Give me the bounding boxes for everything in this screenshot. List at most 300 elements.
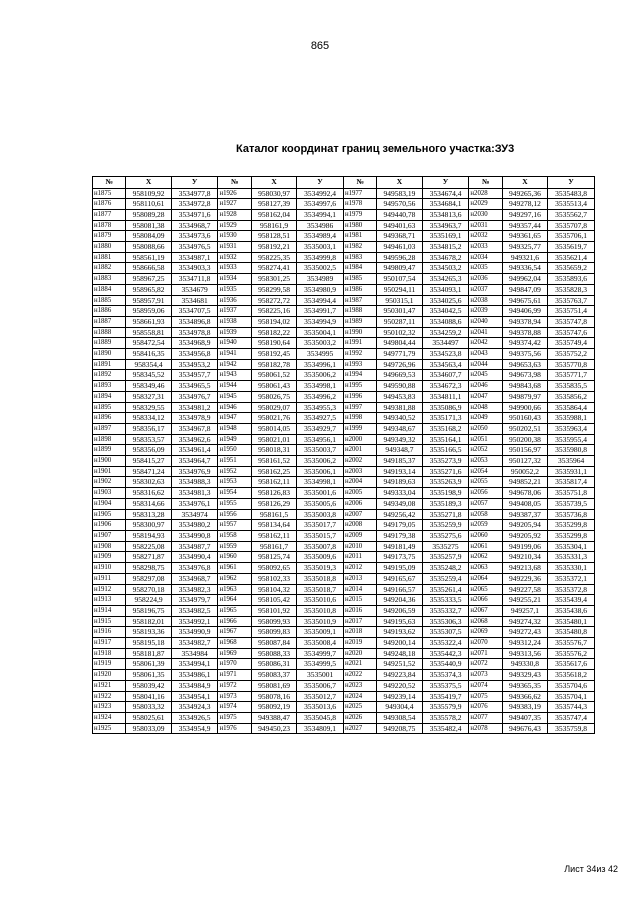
table-row [93,199,595,210]
y-coord-cell: 3534982,7 [171,638,218,649]
x-coord-cell: 949321,6 [502,252,547,263]
y-coord-cell: 3534672,3 [422,381,469,392]
point-id-cell: н2072 [469,659,502,670]
x-coord-cell: 949349,32 [377,434,422,445]
x-coord-cell: 958349,46 [126,381,171,392]
y-coord-cell: 3535372,8 [548,584,595,595]
point-id-cell: н1900 [93,456,126,467]
x-coord-cell: 949304,4 [377,702,422,713]
y-coord-cell: 3535931,1 [548,466,595,477]
y-coord-cell: 3534965,5 [171,381,218,392]
point-id-cell: н1994 [343,370,376,381]
point-id-cell: н2077 [469,712,502,723]
point-id-cell: н1955 [218,498,251,509]
point-id-cell: н1899 [93,445,126,456]
point-id-cell: н1896 [93,413,126,424]
y-coord-cell: 3535004,1 [297,327,344,338]
table-row [93,209,595,220]
x-coord-cell: 949255,21 [502,595,547,606]
y-coord-cell: 3535440,9 [422,659,469,670]
y-coord-cell: 3535001 [297,670,344,681]
point-id-cell: н2044 [469,359,502,370]
x-coord-cell: 949388,47 [251,712,296,723]
table-row [93,413,595,424]
point-id-cell: н2030 [469,209,502,220]
point-id-cell: н2043 [469,349,502,360]
y-coord-cell: 3534984 [171,648,218,659]
point-id-cell: н1890 [93,349,126,360]
table-row [93,573,595,584]
y-coord-cell: 3535752,2 [548,349,595,360]
point-id-cell: н1909 [93,552,126,563]
x-coord-cell: 958345,52 [126,370,171,381]
x-coord-cell: 958089,28 [126,209,171,220]
y-coord-cell: 3534903,3 [171,263,218,274]
y-coord-cell: 3534994,9 [297,316,344,327]
point-id-cell: н2050 [469,423,502,434]
x-coord-cell: 958182,01 [126,616,171,627]
table-row [93,466,595,477]
point-id-cell: н1963 [218,584,251,595]
x-coord-cell: 958162,11 [251,531,296,542]
y-coord-cell: 3535275 [422,541,469,552]
point-id-cell: н2021 [343,659,376,670]
point-id-cell: н2022 [343,670,376,681]
point-id-cell: н2068 [469,616,502,627]
y-coord-cell: 3534684,1 [422,199,469,210]
x-coord-cell: 958061,39 [126,659,171,670]
point-id-cell: н2019 [343,638,376,649]
point-id-cell: н1903 [93,488,126,499]
x-coord-cell: 958965,82 [126,284,171,295]
point-id-cell: н2029 [469,199,502,210]
point-id-cell: н1974 [218,702,251,713]
y-coord-cell: 3534999,8 [297,252,344,263]
y-coord-cell: 3535704,6 [548,680,595,691]
y-coord-cell: 3534994,4 [297,295,344,306]
x-coord-cell: 949239,14 [377,691,422,702]
x-coord-cell: 949229,36 [502,573,547,584]
x-coord-cell: 958195,18 [126,638,171,649]
y-coord-cell: 3534976,9 [171,466,218,477]
x-coord-cell: 949189,63 [377,477,422,488]
point-id-cell: н1978 [343,199,376,210]
point-id-cell: н1880 [93,242,126,253]
y-coord-cell: 3534992,4 [297,188,344,199]
point-id-cell: н1990 [343,327,376,338]
x-coord-cell: 958161,7 [251,541,296,552]
y-coord-cell: 3535010,9 [297,616,344,627]
x-coord-cell: 958084,09 [126,231,171,242]
y-coord-cell: 3534982,3 [171,584,218,595]
point-id-cell: н2016 [343,605,376,616]
point-id-cell: н2000 [343,434,376,445]
x-coord-cell: 949265,36 [502,188,547,199]
point-id-cell: н1973 [218,691,251,702]
y-coord-cell: 3535273,9 [422,456,469,467]
point-id-cell: н1980 [343,220,376,231]
x-coord-cell: 958666,58 [126,263,171,274]
x-coord-cell: 958225,08 [126,541,171,552]
y-coord-cell: 3535513,4 [548,199,595,210]
y-coord-cell: 3534088,6 [422,316,469,327]
x-coord-cell: 949440,78 [377,209,422,220]
y-coord-cell: 3534809,1 [297,723,344,734]
x-coord-cell: 949195,09 [377,563,422,574]
point-id-cell: н1945 [218,391,251,402]
point-id-cell: н1876 [93,199,126,210]
x-coord-cell: 958302,63 [126,477,171,488]
table-row [93,434,595,445]
y-coord-cell: 3534988,3 [171,477,218,488]
x-coord-cell: 958081,38 [126,220,171,231]
y-coord-cell: 3534503,2 [422,263,469,274]
y-coord-cell: 3535704,1 [548,691,595,702]
y-coord-cell: 3535736,8 [548,509,595,520]
x-coord-cell: 949843,68 [502,381,547,392]
point-id-cell: н1975 [218,712,251,723]
x-coord-cell: 949193,14 [377,466,422,477]
y-coord-cell: 3535304,1 [548,541,595,552]
y-coord-cell: 3534961,4 [171,445,218,456]
y-coord-cell: 3534999,7 [297,648,344,659]
point-id-cell: н1898 [93,434,126,445]
table-row [93,370,595,381]
y-coord-cell: 3535659,2 [548,263,595,274]
y-coord-cell: 3535003,1 [297,242,344,253]
x-coord-cell: 949673,98 [502,370,547,381]
y-coord-cell: 3535330,1 [548,563,595,574]
point-id-cell: н1979 [343,209,376,220]
x-coord-cell: 949675,61 [502,295,547,306]
y-coord-cell: 3534968,9 [171,338,218,349]
x-coord-cell: 949256,42 [377,509,422,520]
y-coord-cell: 3535006,1 [297,466,344,477]
table-row [93,680,595,691]
x-coord-cell: 950202,51 [502,423,547,434]
point-id-cell: н2061 [469,541,502,552]
point-id-cell: н1917 [93,638,126,649]
point-id-cell: н2024 [343,691,376,702]
y-coord-cell: 3534992,1 [171,616,218,627]
x-coord-cell: 958415,27 [126,456,171,467]
point-id-cell: н2040 [469,316,502,327]
table-row [93,702,595,713]
point-id-cell: н1881 [93,252,126,263]
coordinate-table [92,176,595,734]
point-id-cell: н2020 [343,648,376,659]
point-id-cell: н1892 [93,370,126,381]
y-coord-cell: 3534999,5 [297,659,344,670]
point-id-cell: н1986 [343,284,376,295]
y-coord-cell: 3535008,4 [297,638,344,649]
y-coord-cell: 3534981,3 [171,488,218,499]
y-coord-cell: 3535009,6 [297,552,344,563]
point-id-cell: н1998 [343,413,376,424]
y-coord-cell: 3535576,7 [548,638,595,649]
y-coord-cell: 3535817,4 [548,477,595,488]
y-coord-cell: 3535010,6 [297,595,344,606]
y-coord-cell: 3534962,6 [171,434,218,445]
point-id-cell: н1997 [343,402,376,413]
y-coord-cell: 3535706,1 [548,231,595,242]
point-id-cell: н2027 [343,723,376,734]
point-id-cell: н1972 [218,680,251,691]
x-coord-cell: 949408,05 [502,498,547,509]
point-id-cell: н2056 [469,488,502,499]
y-coord-cell: 3535856,2 [548,391,595,402]
x-coord-cell: 958125,74 [251,552,296,563]
table-row [93,402,595,413]
x-coord-cell: 949173,75 [377,552,422,563]
x-coord-cell: 949406,99 [502,306,547,317]
x-coord-cell: 958416,35 [126,349,171,360]
x-coord-cell: 949213,68 [502,563,547,574]
point-id-cell: н1985 [343,274,376,285]
table-row [93,488,595,499]
table-row [93,263,595,274]
x-coord-cell: 958078,16 [251,691,296,702]
point-id-cell: н1993 [343,359,376,370]
x-coord-cell: 949368,71 [377,231,422,242]
x-coord-cell: 949365,35 [502,680,547,691]
table-row [93,691,595,702]
x-coord-cell: 949804,44 [377,338,422,349]
point-id-cell: н1988 [343,306,376,317]
x-coord-cell: 949383,19 [502,702,547,713]
x-coord-cell: 958661,93 [126,316,171,327]
x-coord-cell: 949297,16 [502,209,547,220]
y-coord-cell: 3534678,2 [422,252,469,263]
y-coord-cell: 3534954,1 [171,691,218,702]
y-coord-cell: 3535257,9 [422,552,469,563]
y-coord-cell: 3534972,8 [171,199,218,210]
x-coord-cell: 949847,09 [502,284,547,295]
point-id-cell: н2041 [469,327,502,338]
table-row [93,188,595,199]
y-coord-cell: 3534984,9 [171,680,218,691]
point-id-cell: н2067 [469,605,502,616]
x-coord-cell: 949200,14 [377,638,422,649]
point-id-cell: н1995 [343,381,376,392]
point-id-cell: н1966 [218,616,251,627]
point-id-cell: н2012 [343,563,376,574]
point-id-cell: н2047 [469,391,502,402]
x-coord-cell: 958327,31 [126,391,171,402]
x-coord-cell: 958558,81 [126,327,171,338]
point-id-cell: н2007 [343,509,376,520]
x-coord-cell: 958086,31 [251,659,296,670]
point-id-cell: н2076 [469,702,502,713]
point-id-cell: н1897 [93,423,126,434]
x-coord-cell: 958957,91 [126,295,171,306]
header-cell: № [469,177,502,189]
table-row [93,498,595,509]
x-coord-cell: 958313,28 [126,509,171,520]
point-id-cell: н1944 [218,381,251,392]
point-id-cell: н2049 [469,413,502,424]
x-coord-cell: 949227,58 [502,584,547,595]
y-coord-cell: 3534926,5 [171,712,218,723]
point-id-cell: н1939 [218,327,251,338]
y-coord-cell: 3534956,8 [171,349,218,360]
y-coord-cell: 3535618,2 [548,670,595,681]
y-coord-cell: 3534954,9 [171,723,218,734]
x-coord-cell: 949165,67 [377,573,422,584]
table-row [93,359,595,370]
y-coord-cell: 3534989,4 [297,231,344,242]
point-id-cell: н1884 [93,284,126,295]
table-row [93,220,595,231]
point-id-cell: н2004 [343,477,376,488]
y-coord-cell: 3535955,4 [548,434,595,445]
x-coord-cell: 949185,37 [377,456,422,467]
y-coord-cell: 3534986 [297,220,344,231]
y-coord-cell: 3535578,2 [422,712,469,723]
x-coord-cell: 958225,16 [251,306,296,317]
point-id-cell: н1926 [218,188,251,199]
point-id-cell: н2064 [469,573,502,584]
point-id-cell: н1971 [218,670,251,681]
point-id-cell: н1960 [218,552,251,563]
x-coord-cell: 958041,16 [126,691,171,702]
point-id-cell: н2009 [343,531,376,542]
x-coord-cell: 949570,56 [377,199,422,210]
point-id-cell: н2036 [469,274,502,285]
y-coord-cell: 3534093,1 [422,284,469,295]
point-id-cell: н2013 [343,573,376,584]
point-id-cell: н1905 [93,509,126,520]
y-coord-cell: 3535018,7 [297,584,344,595]
x-coord-cell: 950200,38 [502,434,547,445]
point-id-cell: н1936 [218,295,251,306]
point-id-cell: н1934 [218,274,251,285]
x-coord-cell: 949329,43 [502,670,547,681]
y-coord-cell: 3534971,6 [171,209,218,220]
point-id-cell: н1879 [93,231,126,242]
x-coord-cell: 958225,35 [251,252,296,263]
point-id-cell: н1977 [343,188,376,199]
table-row [93,316,595,327]
point-id-cell: н1951 [218,456,251,467]
x-coord-cell: 958356,09 [126,445,171,456]
point-id-cell: н1907 [93,531,126,542]
y-coord-cell: 3534964,7 [171,456,218,467]
point-id-cell: н2034 [469,252,502,263]
x-coord-cell: 958088,33 [251,648,296,659]
y-coord-cell: 3535480,8 [548,627,595,638]
point-id-cell: н1999 [343,423,376,434]
point-id-cell: н1942 [218,359,251,370]
x-coord-cell: 958033,09 [126,723,171,734]
point-id-cell: н2006 [343,498,376,509]
y-coord-cell: 3535271,6 [422,466,469,477]
x-coord-cell: 949340,52 [377,413,422,424]
table-row [93,423,595,434]
point-id-cell: н2073 [469,670,502,681]
x-coord-cell: 949962,04 [502,274,547,285]
y-coord-cell: 3535438,6 [548,605,595,616]
x-coord-cell: 958181,87 [126,648,171,659]
point-id-cell: н1954 [218,488,251,499]
y-coord-cell: 3534968,7 [171,573,218,584]
y-coord-cell: 3535988,1 [548,413,595,424]
x-coord-cell: 949366,62 [502,691,547,702]
x-coord-cell: 958162,04 [251,209,296,220]
table-row [93,306,595,317]
header-cell: X [502,177,547,189]
y-coord-cell: 3535307,5 [422,627,469,638]
point-id-cell: н1949 [218,434,251,445]
table-row [93,327,595,338]
x-coord-cell: 949879,97 [502,391,547,402]
x-coord-cell: 958274,41 [251,263,296,274]
y-coord-cell: 3535751,8 [548,488,595,499]
point-id-cell: н1964 [218,595,251,606]
point-id-cell: н2014 [343,584,376,595]
x-coord-cell: 949251,52 [377,659,422,670]
point-id-cell: н1904 [93,498,126,509]
y-coord-cell: 3535166,5 [422,445,469,456]
x-coord-cell: 949726,96 [377,359,422,370]
y-coord-cell: 3535835,5 [548,381,595,392]
y-coord-cell: 3535621,4 [548,252,595,263]
y-coord-cell: 3534990,4 [171,552,218,563]
y-coord-cell: 3534497 [422,338,469,349]
table-row [93,659,595,670]
point-id-cell: н1911 [93,573,126,584]
point-id-cell: н1982 [343,242,376,253]
x-coord-cell: 958014,05 [251,423,296,434]
y-coord-cell: 3534967,8 [171,423,218,434]
table-row [93,520,595,531]
point-id-cell: н2074 [469,680,502,691]
x-coord-cell: 958030,97 [251,188,296,199]
y-coord-cell: 3534987,1 [171,252,218,263]
point-id-cell: н2003 [343,466,376,477]
y-coord-cell: 3534998,1 [297,477,344,488]
y-coord-cell: 3534957,7 [171,370,218,381]
y-coord-cell: 3535322,4 [422,638,469,649]
point-id-cell: н2010 [343,541,376,552]
x-coord-cell: 958272,72 [251,295,296,306]
y-coord-cell: 3534996,1 [297,359,344,370]
x-coord-cell: 958105,42 [251,595,296,606]
x-coord-cell: 949208,75 [377,723,422,734]
table-row [93,670,595,681]
point-id-cell: н2039 [469,306,502,317]
catalog-title: Каталог координат границ земельного участка:ЗУ3 [236,143,515,155]
x-coord-cell: 949308,54 [377,712,422,723]
x-coord-cell: 949407,35 [502,712,547,723]
point-id-cell: н2046 [469,381,502,392]
y-coord-cell: 3535331,3 [548,552,595,563]
x-coord-cell: 949248,18 [377,648,422,659]
y-coord-cell: 3535013,6 [297,702,344,713]
point-id-cell: н1953 [218,477,251,488]
x-coord-cell: 949450,23 [251,723,296,734]
table-header-row [93,177,595,189]
y-coord-cell: 3535018,8 [297,573,344,584]
x-coord-cell: 958194,02 [251,316,296,327]
y-coord-cell: 3535980,8 [548,445,595,456]
x-coord-cell: 949653,63 [502,359,547,370]
y-coord-cell: 3535003,8 [297,509,344,520]
point-id-cell: н1902 [93,477,126,488]
point-id-cell: н1956 [218,509,251,520]
y-coord-cell: 3535483,8 [548,188,595,199]
point-id-cell: н2048 [469,402,502,413]
